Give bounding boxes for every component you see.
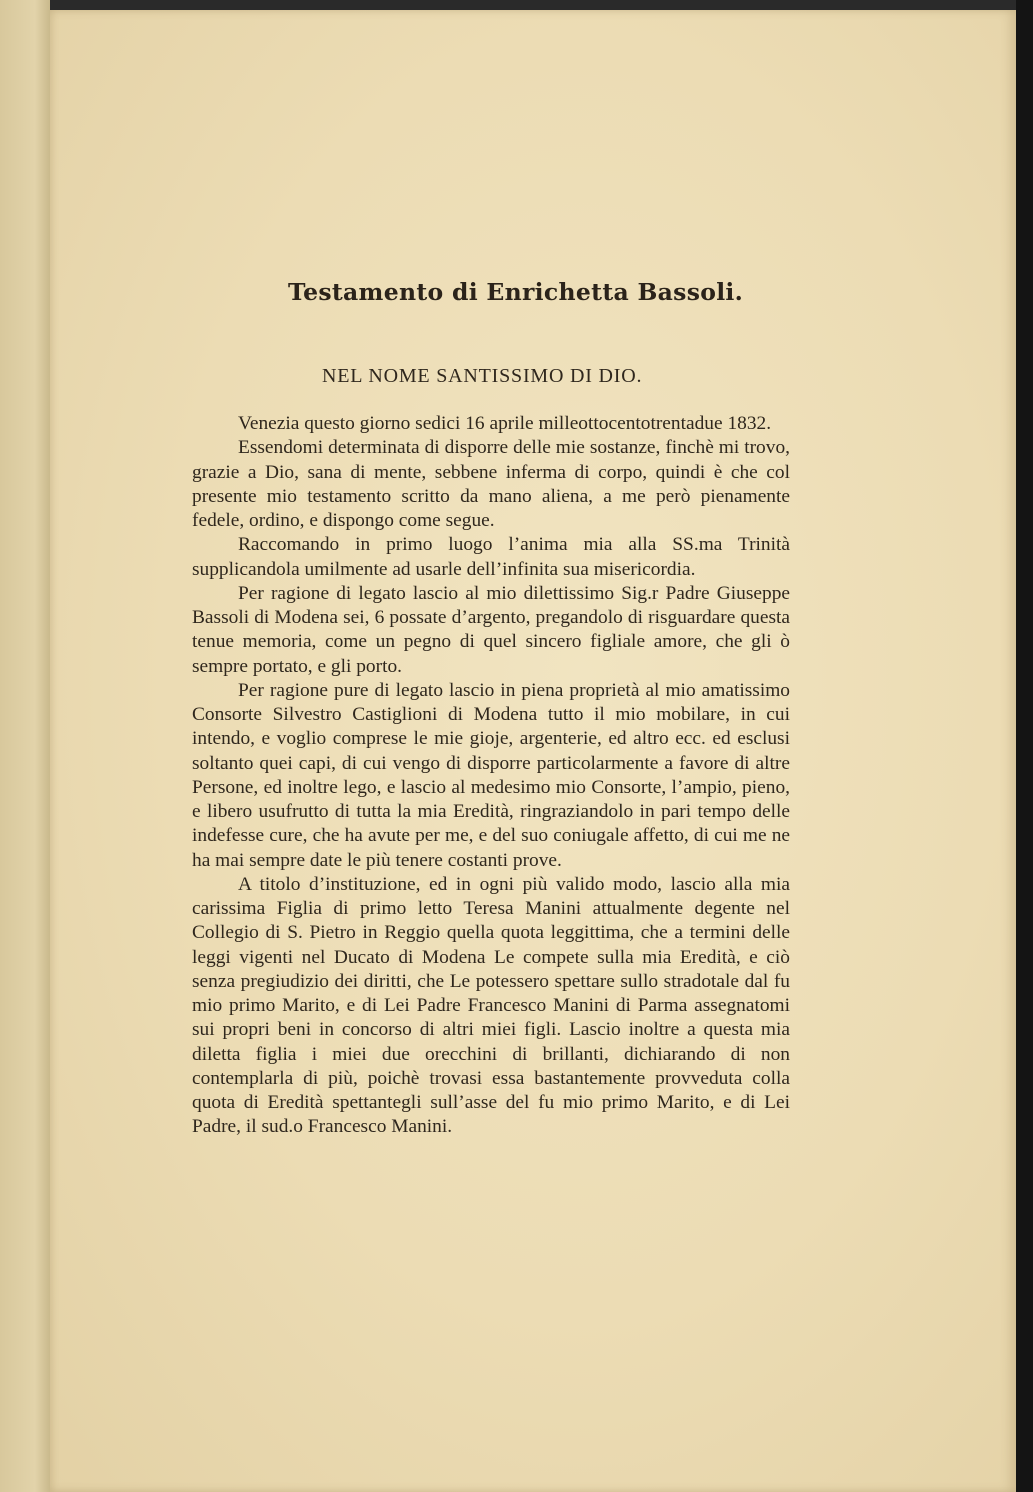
paragraph-date: Venezia questo giorno sedici 16 aprile milleottocentotrentadue 1832. — [238, 413, 772, 434]
paragraph-daughter-legacy: A titolo d’instituzione, ed in ogni più valido modo, lascio alla mia carissima Figlia di primo letto Teresa Manini attualmente degente nel Collegio di S. Pietro in Reggio quella quota leggittima, che a termini delle leggi vigenti nel Ducato di Modena Le compete sulla mia Eredità, e ciò senza pregiudizio dei diritti, che Le potessero spettare sullo stradotale dal fu mio primo Marito, e di Lei Padre Francesco Manini di Parma assegnatomi sui propri beni in concorso di altri miei figli. Lascio inoltre a questa mia diletta figlia i miei due orecchini di brillanti, dichiarando di non contemplarla di più, poichè trovasi essa bastantemente provveduta colla quota di Eredità spettantegli sull’asse del fu mio primo Marito, e di Lei Padre, il sud.o Francesco Manini. — [192, 873, 790, 1138]
paragraph-intro: Essendomi determinata di disporre delle mie sostanze, finchè mi trovo, grazie a Dio, sana di mente, sebbene inferma di corpo, quindi è che col presente mio testamento scritto da mano aliena, a me però pienamente fedele, ordino, e dispongo come segue. — [192, 437, 790, 531]
previous-page-edge — [0, 0, 51, 1492]
document-body — [192, 412, 790, 1140]
paragraph-husband-legacy: Per ragione pure di legato lascio in piena proprietà al mio amatissimo Consorte Silvestro Castiglioni di Modena tutto il mio mobilare, in cui intendo, e voglio comprese le mie gioje, argenterie, ed altro ecc. ed esclusi soltanto quei capi, di cui vengo di disporre particolarmente a favore di altre Persone, ed inoltre lego, e lascio al medesimo mio Consorte, l’ampio, pieno, e libero usufrutto di tutta la mia Eredità, ringraziandolo in pari tempo delle indefesse cure, che ha avute per me, e del suo coniugale affetto, di cui me ne ha mai sempre date le più tenere costanti prove. — [192, 679, 790, 871]
document-title: Testamento di Enrichetta Bassoli. — [288, 278, 744, 306]
paragraph-father-legacy: Per ragione di legato lascio al mio dilettissimo Sig.r Padre Giuseppe Bassoli di Modena sei, 6 possate d’argento, pregandolo di risguardare questa tenue memoria, come un pegno di quel sincero figliale amore, che gli ò sempre portato, e gli porto. — [192, 582, 790, 677]
right-border — [1016, 0, 1033, 1492]
document-heading: NEL NOME SANTISSIMO DI DIO. — [322, 365, 643, 387]
paragraph-soul: Raccomando in primo luogo l’anima mia alla SS.ma Trinità supplicandola umilmente ad usarle dell’infinita sua misericordia. — [192, 534, 790, 580]
top-border — [50, 0, 1016, 10]
